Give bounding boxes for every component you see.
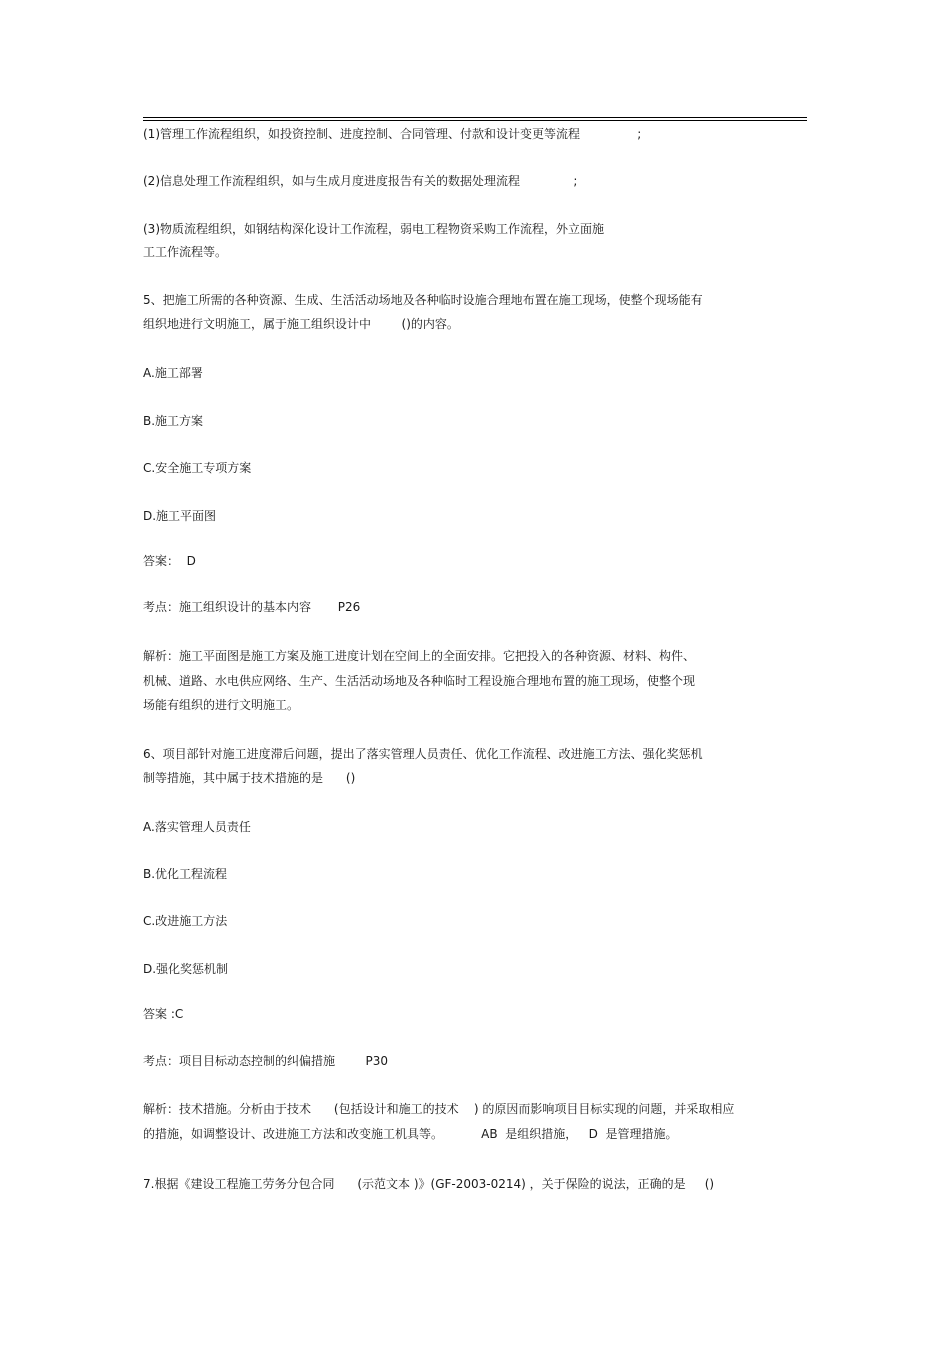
analysis-text: 解析：技术措施。分析由于技术 (包括设计和施工的技术 ) 的原因而影响项目目标实现的问题，并采取相应: [143, 1102, 735, 1116]
option-c: C.改进施工方法: [143, 914, 228, 928]
option-d: D.强化奖惩机制: [143, 962, 229, 976]
option-c: C.安全施工专项方案: [143, 461, 252, 475]
question-5-text: 5、把施工所需的各种资源、生成、生活活动场地及各种临时设施合理地布置在施工现场，使整个现场能有: [143, 293, 703, 307]
answer: 答案 :C: [143, 1007, 184, 1021]
question-6-text: 6、项目部针对施工进度滞后问题，提出了落实管理人员责任、优化工作流程、改进施工方法、强化奖惩机: [143, 747, 703, 761]
answer: 答案： D: [143, 554, 196, 568]
option-b: B.优化工程流程: [143, 867, 228, 881]
text-line: (3)物质流程组织，如钢结构深化设计工作流程，弱电工程物资采购工作流程，外立面施: [143, 222, 605, 236]
key-point: 考点：项目目标动态控制的纠偏措施 P30: [143, 1054, 389, 1068]
question-6-text: 制等措施，其中属于技术措施的是 (): [143, 771, 356, 785]
text-line: 工工作流程等。: [143, 245, 228, 259]
option-d: D.施工平面图: [143, 509, 217, 523]
option-a: A.落实管理人员责任: [143, 820, 251, 834]
option-a: A.施工部署: [143, 366, 203, 380]
analysis-text: 机械、道路、水电供应网络、生产、生活活动场地及各种临时工程设施合理地布置的施工现场，使整个现: [143, 674, 696, 688]
analysis-text: 解析：施工平面图是施工方案及施工进度计划在空间上的全面安排。它把投入的各种资源、材料、构件、: [143, 649, 696, 663]
analysis-text: 场能有组织的进行文明施工。: [143, 698, 300, 712]
key-point: 考点：施工组织设计的基本内容 P26: [143, 600, 361, 614]
question-7-text: 7.根据《建设工程施工劳务分包合同 (示范文本 )》(GF-2003-0214) ，关于保险的说法，正确的是 (): [143, 1177, 715, 1191]
analysis-text: 的措施，如调整设计、改进施工方法和改变施工机具等。 AB 是组织措施， D 是管理措施。: [143, 1127, 678, 1141]
option-b: B.施工方案: [143, 414, 204, 428]
header-rule: [143, 117, 807, 121]
text-line: (2)信息处理工作流程组织，如与生成月度进度报告有关的数据处理流程 ;: [143, 174, 578, 188]
text-line: (1)管理工作流程组织，如投资控制、进度控制、合同管理、付款和设计变更等流程 ;: [143, 127, 642, 141]
question-5-text: 组织地进行文明施工，属于施工组织设计中 ()的内容。: [143, 317, 459, 331]
